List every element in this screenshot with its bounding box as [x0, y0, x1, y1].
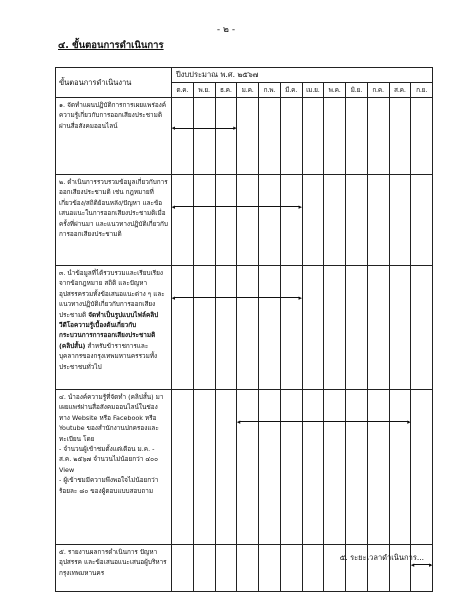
step-column-header: ขั้นตอนการดำเนินงาน	[56, 68, 172, 98]
timeline-line	[174, 206, 301, 207]
timeline-arrow	[410, 560, 433, 569]
footer-continuation: ๕. ระยะเวลาดำเนินการ...	[339, 553, 424, 562]
month-header: ส.ค.	[389, 83, 411, 98]
month-header: ก.พ.	[259, 83, 281, 98]
step-text: ๔. นำองค์ความรู้ที่จัดทำ (คลิปสั้น) มาเผยแพร่ผ่านสื่อสังคมออนไลน์ในช่องทาง Website หรือ Facebook หรือ Youtube ของสำนักงานปกครองและทะเบียน โดย - จำนวนผู้เข้าชมตั้งแต่เดือน ม.ค. - ส.ค. ๒๕๖๗ จำนวนไม่น้อยกว่า ๔๐๐ View - ผู้เข้าชมมีความพึงพอใจไม่น้อยกว่าร้อยละ ๘๐ ของผู้ตอบแบบสอบถาม	[59, 393, 164, 495]
arrow-left-icon: ◂	[171, 124, 176, 133]
month-header: ก.ค.	[367, 83, 389, 98]
arrow-right-icon: ▸	[233, 124, 237, 133]
fiscal-year-header: ปีงบประมาณ พ.ศ. ๒๕๖๗	[172, 68, 433, 83]
table-row	[56, 98, 433, 175]
arrow-right-icon: ▸	[298, 202, 302, 211]
step-text: ๓. นำข้อมูลที่ได้รวบรวมและเรียบเรียงจากข้อกฎหมาย สถิติ และปัญหาอุปสรรครวมทั้งข้อเสนอแนะต่าง ๆ และแนวทางปฏิบัติเกี่ยวกับการออกเสียงประชามติ	[59, 269, 165, 319]
schedule-table	[55, 67, 433, 592]
step-text-emphasis: จัดทำเป็นรูปแบบไฟล์คลิปวีดีโอความรู้เบื้องต้นเกี่ยวกับกระบวนการการออกเสียงประชามติ (คลิปสั้น)	[59, 310, 159, 350]
table-row	[56, 175, 433, 266]
arrow-left-icon: ◂	[410, 560, 415, 569]
month-header: มี.ค.	[280, 83, 302, 98]
page-number: - ๒ -	[216, 25, 236, 35]
month-header: พ.ค.	[324, 83, 346, 98]
timeline-line	[239, 421, 409, 422]
timeline-line	[174, 297, 301, 298]
step-5-cell	[56, 545, 172, 592]
step-2-cell	[56, 175, 172, 266]
step-text: ๒. ดำเนินการรวบรวมข้อมูลเกี่ยวกับการออกเสียงประชามติ เช่น กฎหมายที่เกี่ยวข้อง/สถิติย้อนหลัง/ปัญหา และข้อเสนอแนะในการออกเสียงประชามติเมื่อครั้งที่ผ่านมา และแนวทางปฏิบัติเกี่ยวกับการออกเสียงประชามติ	[59, 178, 168, 239]
arrow-right-icon: ▸	[407, 417, 411, 426]
step-text: สำหรับข้าราชการและบุคลากรของกรุงเทพมหานครรวมทั้งประชาชนทั่วไป	[59, 341, 158, 371]
step-3-cell	[56, 266, 172, 390]
month-header: มิ.ย.	[346, 83, 368, 98]
month-header: ต.ค.	[172, 83, 194, 98]
table-row	[56, 390, 433, 545]
timeline-arrow	[171, 293, 302, 302]
arrow-right-icon: ▸	[298, 293, 302, 302]
step-1-cell	[56, 98, 172, 175]
timeline-arrow	[171, 124, 237, 133]
arrow-right-icon: ▸	[428, 560, 433, 569]
month-header: เม.ย.	[302, 83, 324, 98]
arrow-left-icon: ◂	[171, 293, 176, 302]
section-heading: ๔. ขั้นตอนการดำเนินการ	[58, 40, 164, 51]
month-header: พ.ย.	[193, 83, 215, 98]
timeline-arrow	[171, 202, 302, 211]
month-header: ธ.ค.	[215, 83, 237, 98]
arrow-left-icon: ◂	[171, 202, 176, 211]
timeline-arrow	[236, 417, 411, 426]
month-header: ก.ย.	[411, 83, 433, 98]
step-text: ๑. จัดทำแผนปฏิบัติการการเผยแพร่องค์ความรู้เกี่ยวกับการออกเสียงประชามติผ่านสื่อสังคมออนไลน์	[59, 101, 167, 130]
arrow-left-icon: ◂	[236, 417, 241, 426]
month-header: ม.ค.	[237, 83, 259, 98]
timeline-line	[174, 128, 235, 129]
timeline-line	[413, 564, 431, 565]
step-4-cell	[56, 390, 172, 545]
step-text: ๕. รายงานผลการดำเนินการ ปัญหาอุปสรรค และข้อเสนอแนะเสนอผู้บริหารกรุงเทพมหานคร	[59, 548, 167, 577]
table-row	[56, 266, 433, 390]
